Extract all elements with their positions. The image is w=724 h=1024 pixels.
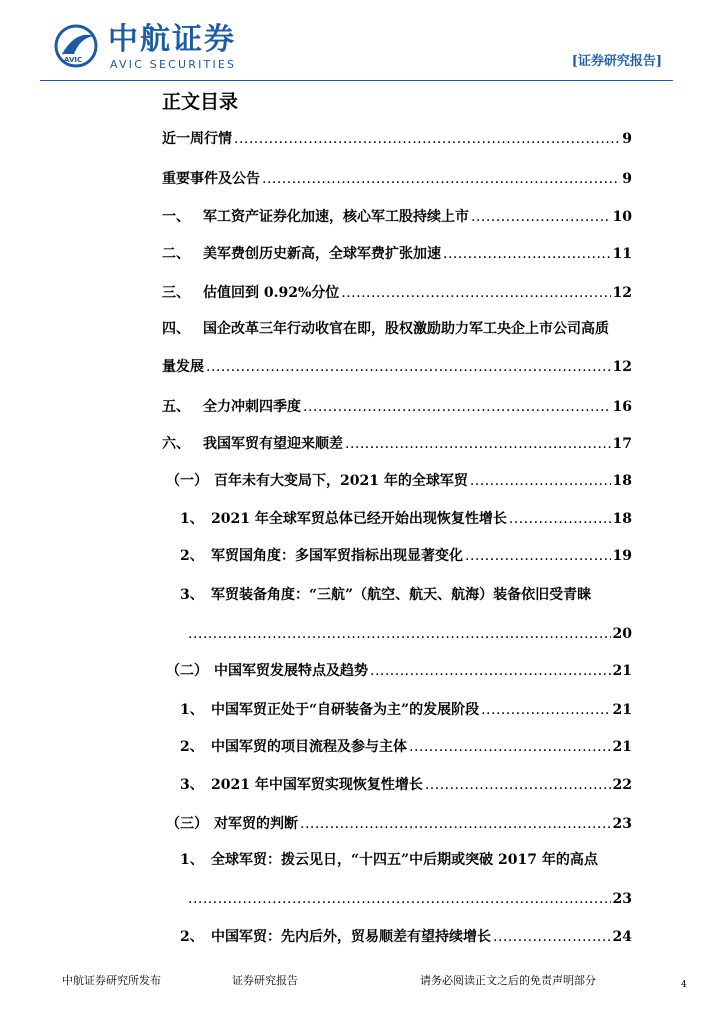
toc-leader <box>300 815 611 833</box>
toc-entry-text-continued: 量发展 <box>162 359 204 375</box>
toc-leader <box>409 738 611 756</box>
toc-entry-number: （二） <box>166 663 208 679</box>
toc-entry-text: 中国军贸：先内后外，贸易顺差有望持续增长 <box>211 929 491 945</box>
toc-leader <box>303 398 611 416</box>
toc-page-number: 20 <box>612 626 632 642</box>
toc-page-number: 19 <box>612 548 632 564</box>
toc-page-number: 18 <box>612 511 632 527</box>
toc-leader <box>465 547 611 565</box>
footer-disclaimer: 请务必阅读正文之后的免责声明部分 <box>420 974 596 987</box>
toc-entry-text: 中国军贸的项目流程及参与主体 <box>211 739 407 755</box>
toc-page-number: 21 <box>612 739 632 755</box>
toc-entry-text: 近一周行情 <box>162 131 232 147</box>
toc-entry[interactable] <box>162 284 632 302</box>
toc-entry-number: 3、 <box>180 587 204 603</box>
toc-entry[interactable] <box>180 701 632 719</box>
toc-entry-number: 1、 <box>180 511 204 527</box>
toc-entry-number: 2、 <box>180 929 204 945</box>
logo-en-text: AVIC SECURITIES <box>110 58 237 71</box>
toc-leader <box>471 208 611 226</box>
toc-page-number: 9 <box>622 131 632 147</box>
toc-entry-text[interactable]: 国企改革三年行动收官在即，股权激励助力军工央企上市公司高质 <box>203 321 609 337</box>
toc-entry[interactable] <box>162 170 632 188</box>
toc-entry-text: 2021 年中国军贸实现恢复性增长 <box>211 777 423 793</box>
toc-page-number: 10 <box>612 209 632 225</box>
toc-entry[interactable] <box>180 738 632 756</box>
toc-page-number: 21 <box>612 702 632 718</box>
toc-leader <box>425 776 611 794</box>
toc-entry-number: 3、 <box>180 777 204 793</box>
toc-entry-number: 1、 <box>180 702 204 718</box>
page-number: 4 <box>681 980 687 990</box>
toc-page-number: 11 <box>612 246 632 262</box>
toc-entry-text: 我国军贸有望迎来顺差 <box>203 436 343 452</box>
logo-mark-text: AVIC <box>64 56 83 64</box>
toc-page-number: 21 <box>612 663 632 679</box>
toc-entry-number: 三、 <box>162 285 190 301</box>
toc-entry-text: 美军费创历史新高，全球军费扩张加速 <box>203 246 441 262</box>
footer-publisher: 中航证券研究所发布 <box>62 974 161 987</box>
toc-entry-text: 百年未有大变局下，2021 年的全球军贸 <box>214 473 468 489</box>
toc-entry[interactable] <box>162 245 632 263</box>
toc-entry-continuation[interactable] <box>186 890 632 908</box>
toc-entry-text: 中国军贸发展特点及趋势 <box>214 663 368 679</box>
toc-page-number: 17 <box>612 436 632 452</box>
toc-entry-number: 四、 <box>162 321 190 337</box>
toc-entry[interactable] <box>162 130 632 148</box>
company-logo <box>54 22 254 72</box>
toc-entry-number: 五、 <box>162 399 190 415</box>
toc-entry-number: （一） <box>166 473 208 489</box>
toc-page-number: 23 <box>612 891 632 907</box>
toc-entry[interactable] <box>166 662 632 680</box>
toc-page-number: 9 <box>622 171 632 187</box>
toc-entry-text: 军工资产证券化加速，核心军工股持续上市 <box>203 209 469 225</box>
toc-leader <box>234 130 620 148</box>
toc-entry-number: （三） <box>166 816 208 832</box>
header-divider <box>40 80 673 81</box>
toc-entry[interactable] <box>180 547 632 565</box>
toc-entry-number: 二、 <box>162 246 190 262</box>
toc-entry[interactable] <box>180 510 632 528</box>
toc-entry-number: 1、 <box>180 852 204 868</box>
toc-entry-text[interactable]: 全球军贸：拨云见日，“十四五”中后期或突破 2017 年的高点 <box>211 852 598 868</box>
toc-entry[interactable] <box>166 472 632 490</box>
toc-leader <box>341 284 610 302</box>
toc-page-number: 24 <box>612 929 632 945</box>
toc-entry-text: 重要事件及公告 <box>162 171 260 187</box>
toc-entry-continuation[interactable] <box>162 358 632 376</box>
toc-entry-number: 六、 <box>162 436 190 452</box>
toc-entry-continuation[interactable] <box>186 625 632 643</box>
toc-leader <box>262 170 620 188</box>
toc-entry-text: 2021 年全球军贸总体已经开始出现恢复性增长 <box>211 511 507 527</box>
toc-entry-number: 2、 <box>180 548 204 564</box>
toc-entry-text: 对军贸的判断 <box>214 816 298 832</box>
toc-page-number: 22 <box>612 777 632 793</box>
toc-leader <box>443 245 611 263</box>
toc-entry[interactable] <box>162 398 632 416</box>
toc-entry-text: 中国军贸正处于“自研装备为主”的发展阶段 <box>211 702 480 718</box>
toc-entry-text: 全力冲刺四季度 <box>203 399 301 415</box>
report-type-tag: [证券研究报告] <box>571 54 662 69</box>
avic-logo-icon <box>54 24 98 68</box>
toc-page-number: 18 <box>612 473 632 489</box>
toc-entry[interactable] <box>162 208 632 226</box>
toc-page-number: 23 <box>612 816 632 832</box>
toc-leader <box>345 435 611 453</box>
toc-leader <box>470 472 611 490</box>
toc-page-number: 12 <box>612 285 632 301</box>
toc-leader <box>509 510 611 528</box>
toc-title: 正文目录 <box>162 91 239 113</box>
toc-entry-text[interactable]: 军贸装备角度：“三航”（航空、航天、航海）装备依旧受青睐 <box>211 587 592 603</box>
toc-entry-number: 2、 <box>180 739 204 755</box>
footer-doc-type: 证券研究报告 <box>232 974 298 987</box>
toc-page-number: 16 <box>612 399 632 415</box>
toc-leader <box>188 890 611 908</box>
toc-entry[interactable] <box>180 776 632 794</box>
toc-entry-number: 一、 <box>162 209 190 225</box>
toc-entry[interactable] <box>162 435 632 453</box>
toc-leader <box>188 625 611 643</box>
toc-entry[interactable] <box>166 815 632 833</box>
logo-cn-text: 中航证券 <box>108 22 236 57</box>
toc-entry-text: 军贸国角度：多国军贸指标出现显著变化 <box>211 548 463 564</box>
toc-leader <box>206 358 611 376</box>
toc-entry[interactable] <box>180 928 632 946</box>
toc-page-number: 12 <box>612 359 632 375</box>
toc-leader <box>493 928 611 946</box>
toc-entry-text: 估值回到 0.92%分位 <box>203 285 340 301</box>
toc-leader <box>370 662 611 680</box>
toc-leader <box>481 701 610 719</box>
